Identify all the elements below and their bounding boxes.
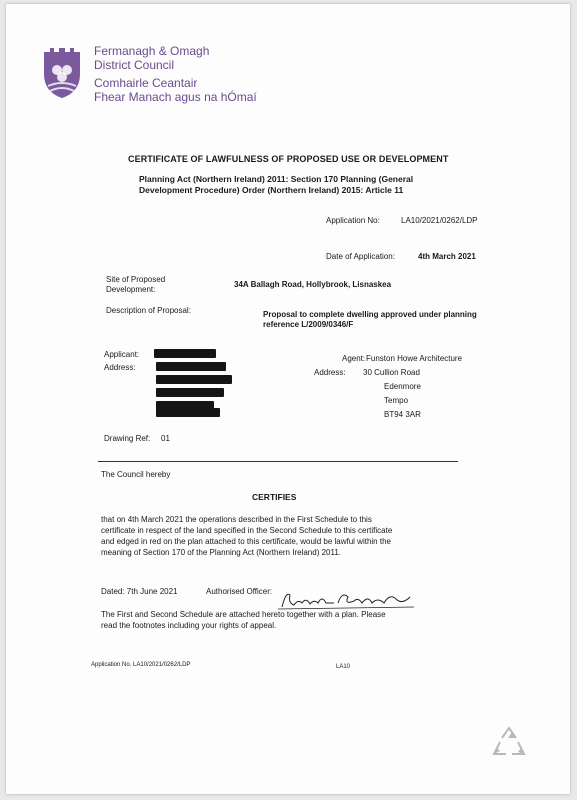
date-of-application-label: Date of Application: [326,252,395,261]
authorised-officer-label: Authorised Officer: [206,587,273,596]
applicant-address-label: Address: [104,363,136,372]
redaction-bar [154,349,216,358]
description-value: Proposal to complete dwelling approved under planning reference L/2009/0346/F [263,310,477,329]
recycle-icon [488,724,530,764]
redaction-bar [156,408,220,417]
agent-label: Agent: [342,354,366,363]
agent-address-label: Address: [314,368,346,377]
divider [98,461,458,462]
certificate-title: CERTIFICATE OF LAWFULNESS OF PROPOSED USE OR DEVELOPMENT [128,154,449,164]
council-name-english: Fermanagh & Omagh District Council [94,44,210,72]
agent-address-line: BT94 3AR [384,410,421,419]
application-no-label: Application No: [326,216,380,225]
footer-code: LA10 [336,664,351,670]
site-label: Site of Proposed Development: [106,275,166,294]
certifies-heading: CERTIFIES [252,492,297,502]
redaction-bar [156,362,226,371]
certification-text: that on 4th March 2021 the operations described in the First Schedule to this certificate in respect of the land specified in the Second Schedule to this certificate and edged in red on the plan attached to this certificate, would be lawful within the meaning of Section 170 of the Planning Act (Northern Ireland) 2011. [101,515,393,557]
dated-text: Dated: 7th June 2021 [101,587,178,596]
council-crest-logo [40,44,84,100]
footer-application-no: Application No. LA10/2021/0262/LDP [91,662,191,668]
certificate-page [6,4,570,794]
drawing-ref-value: 01 [161,434,170,443]
agent-address-line: Edenmore [384,382,421,391]
applicant-label: Applicant: [104,350,140,359]
site-value: 34A Ballagh Road, Hollybrook, Lisnaskea [234,280,392,289]
agent-name: Funston Howe Architecture [366,354,463,363]
agent-address-line: Tempo [384,396,409,405]
description-label: Description of Proposal: [106,306,191,315]
redaction-bar [156,388,224,397]
legislation-reference: Planning Act (Northern Ireland) 2011: Section 170 Planning (General Development Procedure) Order (Northern Ireland) 2015: Article 11 [139,174,414,195]
agent-address-line: 30 Cullion Road [363,368,420,377]
schedule-note: The First and Second Schedule are attached hereto together with a plan. Please read the footnotes including your rights of appeal. [101,610,386,630]
council-name-irish: Comhairle Ceantair Fhear Manach agus na hÓmaí [94,76,257,104]
date-of-application-value: 4th March 2021 [418,252,476,261]
council-hereby: The Council hereby [101,470,171,479]
redaction-bar [156,375,232,384]
drawing-ref-label: Drawing Ref: [104,434,151,443]
application-no-value: LA10/2021/0262/LDP [401,216,478,225]
